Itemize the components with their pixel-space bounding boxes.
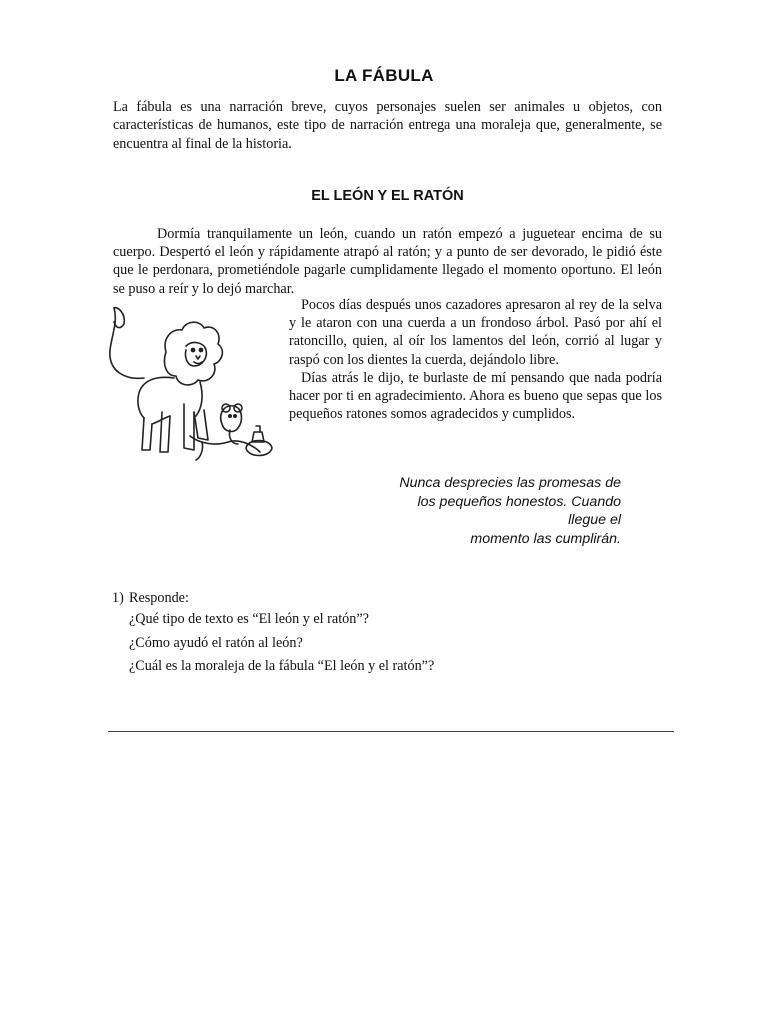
story-paragraph-2: Pocos días después unos cazadores apresaron al rey de la selva y le ataron con una cuerda a un frondoso árbol. Pasó por ahí el ratoncillo, quien, al oír los lamentos del león, corrió al lugar y raspó con los dientes la cuerda, dejándolo libre. [289,297,662,368]
question-item: ¿Qué tipo de texto es “El león y el ratón”? [129,611,369,627]
moral-line: los pequeños honestos. Cuando [417,493,621,510]
story-title: EL LEÓN Y EL RATÓN [311,188,464,204]
question-list [112,608,672,679]
question-item: ¿Cómo ayudó el ratón al león? [129,634,303,651]
story-paragraph-3: Días atrás le dijo, te burlaste de mí pensando que nada podría hacer por ti en agradecimiento. Ahora es bueno que sepas que los pequeños ratones somos agradecidos y cumplidos. [289,369,662,423]
exercise-section [112,588,672,679]
question-item: ¿Cuál es la moraleja de la fábula “El león y el ratón”? [129,658,435,674]
intro-paragraph: La fábula es una narración breve, cuyos personajes suelen ser animales u objetos, con características de humanos, este tipo de narración entrega una moraleja que, generalmente, se encuentra al final de la historia. [113,99,662,152]
answer-line [108,731,674,732]
exercise-heading: Responde: [129,590,189,606]
moral-quote [380,474,621,548]
moral-line: Nunca desprecies las promesas de [399,475,621,491]
exercise-number: 1) [112,590,124,606]
lion-and-mouse-illustration [104,300,280,468]
moral-line: momento las cumplirán. [470,530,621,547]
story-paragraph-1: Dormía tranquilamente un león, cuando un ratón empezó a juguetear encima de su cuerpo. Despertó el león y rápidamente atrapó al ratón; y a punto de ser devorado, le pidió éste que le perdonara, prometiéndole pagarle cumplidamente llegado el momento oportuno. El león se puso a reír y lo dejó marchar. [113,226,662,297]
story-continuation [289,296,662,423]
moral-line: llegue el [568,512,621,529]
page-title: LA FÁBULA [334,66,434,85]
